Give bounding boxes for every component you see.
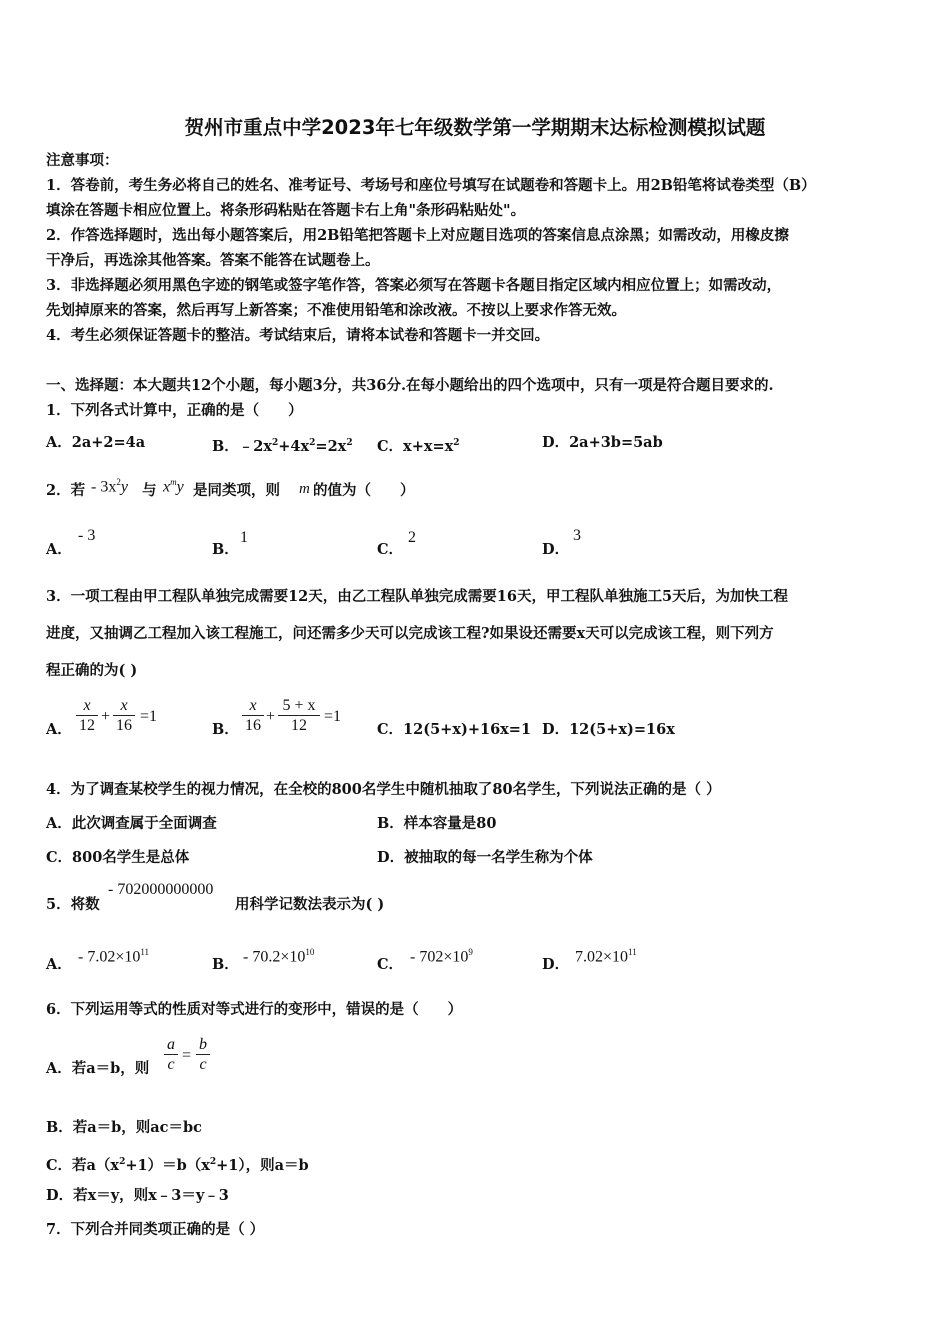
q3-stem-line: 进度，又抽调乙工程加入该工程施工，问还需多少天可以完成该工程?如果设还需要x天可以完成该工程，则下列方	[46, 625, 774, 642]
exponent: 11	[140, 947, 150, 957]
plus-sign: +	[101, 708, 111, 725]
option-text: 2a+3b=5ab	[569, 434, 663, 451]
fraction	[196, 1035, 210, 1074]
fraction	[278, 696, 320, 735]
q6-stem: 6．下列运用等式的性质对等式进行的变形中，错误的是（ ）	[46, 1001, 463, 1018]
denominator: c	[167, 1056, 175, 1073]
q2-option-b-label: B．	[212, 541, 239, 558]
option-text: +1）＝b（x	[125, 1156, 210, 1174]
fraction	[113, 696, 135, 735]
q2-stem-pre: 2．若	[46, 482, 86, 499]
numerator: 5 + x	[278, 696, 320, 716]
q3-option-a-label: A．	[46, 721, 72, 738]
q6-option-c	[46, 1152, 309, 1176]
q2-stem-end: 的值为（ ）	[313, 482, 415, 499]
q5-stem-pre: 5．将数	[46, 896, 100, 913]
q5-option-d	[575, 942, 637, 967]
option-text: 12(5+x)+16x=1	[403, 721, 532, 738]
math-part: +4x	[278, 437, 310, 455]
denominator: 16	[245, 717, 261, 734]
q2-option-d-label: D．	[542, 541, 570, 558]
q5-option-c	[410, 942, 473, 967]
option-label: C．	[377, 721, 404, 738]
denominator: 12	[291, 717, 307, 734]
math-part: - 3x	[91, 478, 117, 496]
notice-line: 先划掉原来的答案，然后再写上新答案；不准使用铅笔和涂改液。不按以上要求作答无效。	[46, 302, 626, 319]
option-text: +1），则a＝b	[216, 1156, 309, 1174]
exponent: 10	[305, 947, 315, 957]
q6-option-a: A．若a＝b，则	[46, 1060, 150, 1077]
q2-term2	[163, 472, 184, 497]
option-text: 2a+2=4a	[71, 434, 146, 451]
option-label: D．	[542, 434, 570, 451]
q5-option-c-label: C．	[377, 956, 404, 973]
exponent: 2	[309, 438, 316, 448]
option-label: A．	[46, 434, 72, 451]
notice-line: 2．作答选择题时，选出每小题答案后，用2B铅笔把答题卡上对应题目选项的答案信息点涂黑；如需改动，用橡皮擦	[46, 227, 789, 244]
q1-option-b	[212, 433, 353, 457]
q2-option-a: - 3	[78, 527, 96, 544]
numerator: a	[164, 1035, 178, 1055]
numerator: x	[76, 696, 98, 716]
q6-option-b: B．若a＝b，则ac＝bc	[46, 1119, 202, 1136]
q2-option-c-label: C．	[377, 541, 404, 558]
q5-option-d-label: D．	[542, 956, 570, 973]
denominator: 16	[116, 717, 132, 734]
exponent: 2	[272, 438, 279, 448]
equals-one: =1	[140, 708, 158, 725]
q2-stem-post: 是同类项，则	[193, 482, 280, 499]
option-text: 12(5+x)=16x	[569, 721, 675, 738]
q5-option-a-label: A．	[46, 956, 72, 973]
notice-line: 填涂在答题卡相应位置上。将条形码粘贴在答题卡右上角"条形码粘贴处"。	[46, 202, 526, 219]
q5-option-a	[78, 942, 149, 967]
q3-stem-line: 程正确的为( )	[46, 662, 138, 679]
exponent: 2	[119, 1157, 126, 1167]
equals-sign: =	[182, 1047, 192, 1064]
fraction	[164, 1035, 178, 1074]
plus-sign: +	[266, 708, 276, 725]
q1-option-a	[46, 433, 145, 453]
numerator: x	[113, 696, 135, 716]
option-label: D．	[542, 721, 570, 738]
section-heading: 一、选择题：本大题共12个小题，每小题3分，共36分.在每小题给出的四个选项中，只有一项是符合题目要求的.	[46, 377, 774, 394]
math-part: =2x	[315, 437, 347, 455]
q5-option-b-label: B．	[212, 956, 239, 973]
denominator: 12	[79, 717, 95, 734]
q4-stem: 4．为了调查某校学生的视力情况，在全校的800名学生中随机抽取了80名学生，下列说法正确的是（ ）	[46, 781, 721, 798]
exponent: 2	[116, 477, 121, 487]
q3-option-b-label: B．	[212, 721, 239, 738]
math-part: y	[120, 478, 128, 496]
notice-line: 4．考生必须保证答题卡的整洁。考试结束后，请将本试卷和答题卡一并交回。	[46, 327, 550, 344]
q5-number: - 702000000000	[108, 881, 214, 898]
q3-stem-line: 3．一项工程由甲工程队单独完成需要12天，由乙工程队单独完成需要16天，甲工程队单独施工5天后，为加快工程	[46, 588, 789, 605]
math-part: 7.02×10	[575, 948, 629, 966]
option-text: x+x=x	[403, 437, 454, 455]
q2-term1	[91, 472, 128, 497]
equals-one: =1	[324, 708, 342, 725]
q1-stem: 1．下列各式计算中，正确的是（ ）	[46, 402, 303, 419]
q4-option-b: B．样本容量是80	[377, 815, 497, 832]
exponent: 11	[628, 947, 637, 957]
exponent: 9	[468, 947, 473, 957]
q4-option-d: D．被抽取的每一名学生称为个体	[377, 849, 593, 866]
denominator: c	[199, 1056, 207, 1073]
fraction	[242, 696, 264, 735]
notice-heading: 注意事项：	[46, 152, 119, 169]
math-part: - 7.02×10	[78, 948, 141, 966]
option-text	[239, 438, 353, 455]
math-part: ﹣2x	[238, 437, 272, 455]
option-label: C．	[377, 437, 404, 455]
page-title: 贺州市重点中学2023年七年级数学第一学期期末达标检测模拟试题	[184, 116, 766, 139]
q2-option-b: 1	[240, 529, 248, 546]
notice-line: 1．答卷前，考生务必将自己的姓名、准考证号、考场号和座位号填写在试题卷和答题卡上。用2B铅笔将试卷类型（B）	[46, 177, 816, 194]
notice-line: 干净后，再选涂其他答案。答案不能答在试题卷上。	[46, 252, 380, 269]
option-label: B．	[212, 437, 239, 455]
q1-option-d	[542, 433, 663, 453]
q2-stem-mid: 与	[142, 482, 157, 499]
numerator: b	[196, 1035, 210, 1055]
q1-option-c	[377, 433, 460, 457]
math-part: y	[176, 478, 184, 496]
fraction	[76, 696, 98, 735]
q2-option-a-label: A．	[46, 541, 72, 558]
math-part: x	[163, 478, 171, 496]
q6-option-d: D．若x＝y，则x﹣3＝y﹣3	[46, 1187, 229, 1204]
q2-var: m	[299, 481, 310, 497]
q2-option-c: 2	[408, 529, 416, 546]
q4-option-a: A．此次调查属于全面调查	[46, 815, 217, 832]
q5-stem-post: 用科学记数法表示为( )	[235, 896, 385, 913]
q2-option-d: 3	[573, 527, 581, 544]
q7-stem: 7．下列合并同类项正确的是（ ）	[46, 1221, 265, 1238]
option-text: C．若a（x	[46, 1156, 120, 1174]
q4-option-c: C．800名学生是总体	[46, 849, 190, 866]
q5-option-b	[243, 942, 314, 967]
q3-option-d	[542, 720, 675, 740]
numerator: x	[242, 696, 264, 716]
exponent: 2	[346, 438, 353, 448]
exponent: m	[170, 477, 177, 487]
q3-option-c	[377, 720, 531, 740]
math-part: - 702×10	[410, 948, 469, 966]
math-part: - 70.2×10	[243, 948, 306, 966]
notice-line: 3．非选择题必须用黑色字迹的钢笔或签字笔作答，答案必须写在答题卡各题目指定区域内相应位置上；如需改动，	[46, 277, 782, 294]
exponent: 2	[209, 1157, 217, 1167]
exponent: 2	[453, 438, 460, 448]
